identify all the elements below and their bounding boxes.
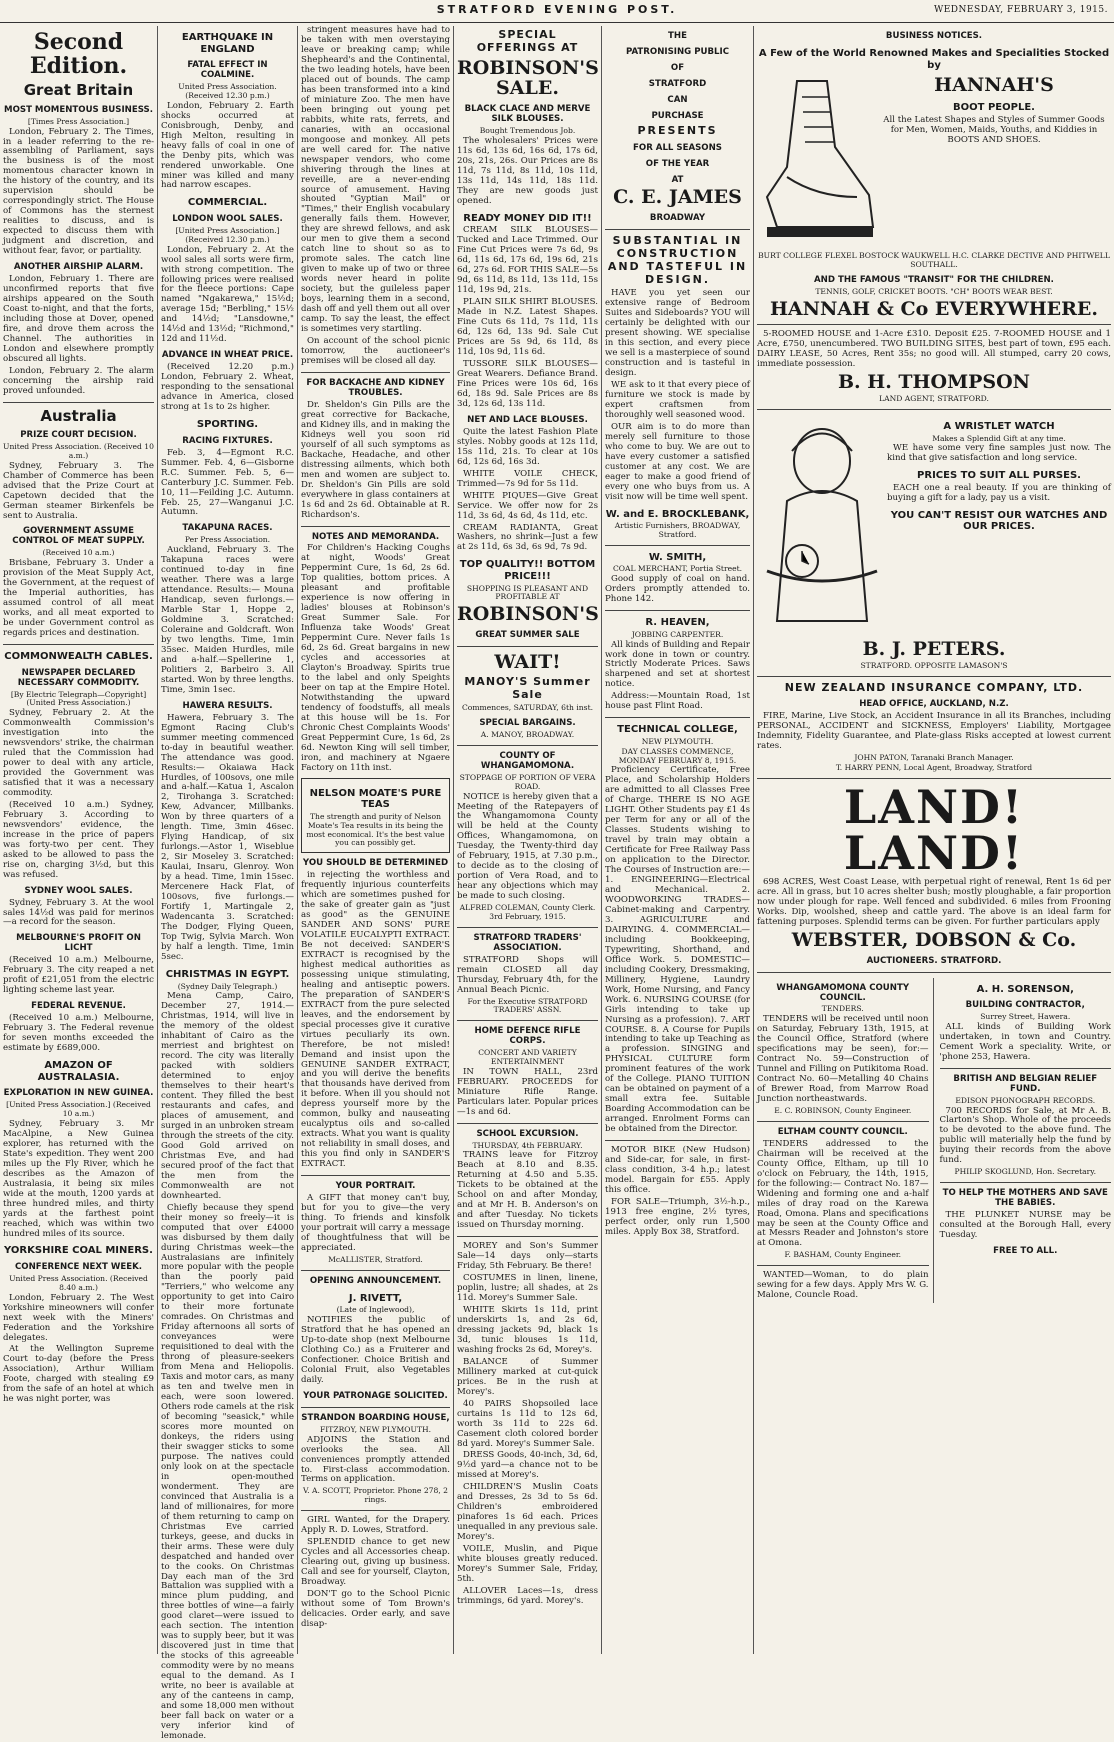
article-heading: PRIZE COURT DECISION. [20,430,137,441]
classified: DON'T go to the School Picnic without some of Tom Brown's delicacies. Order early, and save disap- [301,1588,450,1629]
notice-heading: FREE TO ALL. [993,1245,1058,1256]
ad-signature: JOHN PATON, Taranaki Branch Manager. [854,753,1014,763]
ad-heading: YOU SHOULD BE DETERMINED [302,858,449,869]
notice-signature: PHILIP SKOGLUND, Hon. Secretary. [954,1167,1096,1177]
byline: Per Press Association. [184,535,271,545]
ad-body: All kinds of Building and Repair work done in town or country. Strictly Moderate Prices. Saws sharpened and set at shortest notice. [605,639,750,690]
notice-heading: TO HELP THE MOTHERS AND SAVE THE BABIES. [942,1188,1108,1209]
notice-heading: SCHOOL EXCURSION. [476,1128,579,1139]
watch-ad [757,415,1111,637]
ad-body: All the Latest Shapes and Styles of Summer Goods for Men, Women, Maids, Youths, and Kiddies in BOOTS AND SHOES. [883,114,1105,145]
ad-body: NOTIFIES the public of Stratford that he has opened an Up-to-date shop (next Melbourne Clothing Co.) as a Fruiterer and Confectioner. Choice British and Colonial Fruit, also Vegetables daily. [301,1315,450,1385]
ad-heading: NET AND LACE BLOUSES. [467,414,588,425]
notice-sub: STOPPAGE OF PORTION OF VERA ROAD. [459,772,596,791]
notes-body: For Children's Hacking Coughs at night, Woods' Great Peppermint Cure, 1s 6d, 2s 6d. Top qualities, bottom prices. A pleasant and profitable experience is now offering in ladies' blouses at Robinson's Great Summer Sale. For Influenza take Woods' Great Peppermint Cure. Never fails 1s 6d, 2s 6d. Great bargains in new cycles and accessories at Clayton's Broadway. Spirits true to the label and only Speights beer on tap at the Empire Hotel. Notwithstanding the upward tendency of foodstuffs, all meals at this house will be 1s. For Chronic Chest Complaints Woods' Great Peppermint Cure, 1s 6d, 2s 6d. Newton King will sell timber, iron, and machinery at Ngaere Factory on 11th inst. [301,543,450,773]
ad-name: HANNAH & Co EVERYWHERE. [769,297,1099,320]
article-body: (Received 10 a.m.) Melbourne, February 3. The city reaped a net profit of £21,051 from the electric lighting scheme last year. [3,955,154,996]
article-heading: MELBOURNE'S PROFIT ON LICHT [16,933,141,954]
ad-name: ROBINSON'S [457,603,599,626]
ad-line: STRATFORD [648,78,707,89]
notice-heading: ELTHAM COUNTY COUNCIL. [777,1126,908,1137]
classified: SPLENDID chance to get new Cycles and all Accessories cheap. Clearing out, giving up business. Call and see for yourself, Clayton, Broadway. [301,1536,450,1587]
section-heading: NOTES AND MEMORANDA. [311,531,440,542]
ad-sub: Surrey Street, Hawera. [980,1012,1071,1022]
ad-sub: SHOPPING IS PLEASANT AND PROFITABLE AT [466,583,589,602]
article-body: Hawera, February 3. The Egmont Racing Club's summer meeting commenced to-day in beautiful weather. The attendance was good. Results:— Okaiawa Hack Hurdles, of 100sovs, one mile and a-half.—Katua 1, Ascalon 2, Tirohanga 3. Scratched: Kew, Advancer, Millbanks. Won by three quarters of a length. Time, 3min 46sec. Flying Handicap, of six furlongs.—Astor 1, Wiseblue 2, Sir Moseley 3. Scratched: Kaulai, Insaru, Glenroy. Won by a head. Time, 1min 15sec. Mercenere Hack Flat, of 100sovs, five furlongs.—Fortify 1, Martingale 2, Wadencanta 3. Scratched: The Dodger, Flying Queen, Top Twig, Sylvia March. Won by half a length. Time, 1min 5sec. [161,712,294,962]
ad-sub: FITZROY, NEW PLYMOUTH. [319,1424,431,1434]
divider [605,229,750,230]
notice-body: Proficiency Certificate, Free Place, and Scholarship Holders are admitted to all Classes Free of Charge. THERE IS NO AGE LIGHT. Other Students pay £1 4s per Term for any or all of the Classes. Students wishing to travel by train may obtain a Certificate for Free Railway Pass on application to the Director. The Courses of Instruction are:— 1. ENGINEERING—Electrical and Mechanical. 2. WOODWORKING TRADES—Cabinet-making and Carpentry. 3. AGRICULTURE and DAIRYING. 4. COMMERCIAL—including Bookkeeping, Typewriting, Shorthand, and Office Work. 5. DOMESTIC—including Cookery, Dressmaking, Millinery, Hygiene, Laundry Work, Home Nursing, and Fancy Work. 6. NURSING COURSE (for Girls intending to take up Nursing as a profession). 7. ART COURSE. 8. A Course for Pupils intending to take up Teaching as a profession. SINGING and PHYSICAL CULTURE form prominent features of the work of the College. PIANO TUITION can be obtained on payment of a small extra fee. Suitable Boarding Accommodation can be arranged. Enrolment Forms can be obtained from the Director. [605,765,750,1135]
article-heading: YORKSHIRE COAL MINERS. [4,1245,153,1257]
ad-name: B. J. PETERS. [862,637,1006,660]
land-heading: LAND! LAND! [843,779,1025,880]
issue-date: WEDNESDAY, FEBRUARY 3, 1915. [933,5,1108,15]
divider [605,1140,750,1141]
notice-heading: COUNTY OF WHANGAMOMONA. [480,751,575,771]
article-body: London, February 1. There are unconfirmed reports that five airships appeared on the South Coast to-night, and that the forts, including those at Dover, opened fire, and drove them across the Channel. The authorities in London and elsewhere promptly obscured all lights. [3,274,154,364]
ad-signature: V. A. SCOTT, Proprietor. Phone 278, 2 rings. [302,1486,448,1505]
article-body: Sydney, February 3. Mr MacAlpine, a New Guinea explorer, has returned with the State's expedition. They went 200 miles up the Fly River, which he describes as the Amazon of Australasia, it being six miles wide at the mouth, 1200 yards at three hundred miles, and thirty yards at the farthest point reached, which was within two hundred miles of its source. [3,1118,154,1239]
ad-line: YOU CAN'T RESIST OUR WATCHES AND OUR PRICES. [890,509,1108,533]
byline: United Press Association. (Received 8.40 a.m.) [9,1274,148,1292]
article-body: London, February 2. The alarm concerning the airship raid proved unfounded. [3,365,154,396]
ad-name: B. H. THOMPSON [837,371,1031,394]
ad-heading: FOR BACKACHE AND KIDNEY TROUBLES. [306,377,445,398]
byline: [United Press Association.] (Received 10 a.m.) [6,1100,151,1119]
ad-name: MANOY'S Summer Sale [464,674,591,701]
ad-line: FOR ALL SEASONS [633,142,722,153]
column-2 [158,26,297,1741]
divider [757,972,1111,973]
divider [605,545,750,546]
article-heading: CONFERENCE NEXT WEEK. [14,1262,143,1273]
divider [301,1175,450,1176]
article-heading: LONDON WOOL SALES. [172,214,283,225]
ad-name: W. SMITH, [648,551,707,563]
ad-body: FIRE, Marine, Live Stock, an Accident Insurance in all its Branches, including PERSONAL, ACCIDENT and SICKNESS, Employers' Liability, Mortgagee Indemnity, Fidelity Guarantee, and Plate-glass Risks accepted at lowest current rates. [757,711,1111,752]
section-commercial: COMMERCIAL. [187,197,268,209]
ad-line: PRESENTS [637,123,718,137]
classified: CHILDREN'S Muslin Coats and Dresses, 2s 3d to 5s 6d. Children's embroidered pinafores 1s 6d each. Prices unequalled in any previous sale. Morey's. [457,1482,598,1543]
ad-heading: TOP QUALITY!! BOTTOM PRICE!!! [459,559,596,583]
divider [3,644,154,645]
column-6 [754,26,1114,1654]
ad-heading: SPECIAL OFFERINGS AT [476,28,579,54]
divider [605,717,750,718]
ad-sub: COAL MERCHANT, Portia Street. [612,564,743,574]
notice-sub: THURSDAY, 4th FEBRUARY. [472,1140,583,1150]
article-heading: ADVANCE IN WHEAT PRICE. [161,350,294,361]
article-body: (Received 10 a.m.) Melbourne, February 3. The Federal revenue for seven months exceeded the estimate by £689,000. [3,1013,154,1054]
article-body: London, February 2. At the wool sales all sorts were firm, with strong competition. The following prices were realised for the fleece portions: Cape named "Ngakarewa," 15½d; average 15d; "Berbling," 15½ and 14½d; "Lansdowne," 14½d and 13½d; "Richmond," 12d and 11½d. [161,244,294,345]
notice-body: THE PLUNKET NURSE may be consulted at the Borough Hall, every Tuesday. [939,1210,1111,1240]
ad-body: HAVE you yet seen our extensive range of Bedroom Suites and Sideboards? YOU will certainly be delighted with our present showing. WE specialise in this section, and every piece we sell is a masterpiece of sound construction and is tasteful in design. [605,288,750,379]
divider [3,402,154,403]
divider [757,778,1111,779]
ad-body: Dr. Sheldon's Gin Pills are the great corrective for Backache, and Kidney ills, and in making the Kidneys well you soon rid yourself of all such symptoms as Backache, Headache, and other distressing ailments, which both men and women are subject to. Dr. Sheldon's Gin Pills are sold everywhere in glass containers at 1s 6d and 2s 6d. Obtainable at R. Richardson's. [301,399,450,520]
article-body: Sydney, February 2. At the Commonwealth Commission's investigation into the newsvendors' strike, the chairman ruled that the Commission had power to deal with any article, provided the Government was satisfied that it was a necessary commodity. [3,708,154,798]
notice-signature: ALFRED COLEMAN, County Clerk. 3rd February, 1915. [459,903,596,921]
ad-body: CREAM RADIANTA, Great Washers, no shrink—Just a few at 2s 11d, 6s 3d, 6s 9d, 7s 9d. [457,522,598,553]
divider [940,1068,1112,1069]
article-body: Chiefly because they spend their money so freely—it is computed that over £4000 was disbursed by them daily during Christmas week—the Australasians are infinitely more popular with the people than the poorly paid "Terriers," who welcome any opportunity to get into Cairo to their more fortunate comrades. On Christmas and Friday afternoons all sorts of conveyances were requisitioned to deal with the throng of pleasure-seekers from Mena and Heliopolis. Taxis and motor cars, as many as ten and twelve men in each, were soon lowered. Others rode camels at the risk of becoming "seasick," while scores more mounted on donkeys, the riders using their swagger sticks to some purpose. The natives could only look on at the spectacle in open-mouthed wonderment. They are convinced that Australia is a land of millionaires, for more of them returning to camp on Christmas Eve carried turkeys, geese, and ducks in their arms. These were duly despatched and handed over to the cooks. On Christmas Day each man of the 3rd Battalion was supplied with a mince plum pudding, and three bottles of wine—a fairly good claret—were issued to each section. The intention was to supply beer, but it was discovered just in time that the stocks of this agreeable commodity were by no means equal to the demand. As I write, no beer is available at any of the canteens in camp, and some 18,000 men without beer fall back on water or a very inferior kind of lemonade. [161,1202,294,1741]
column-1 [0,26,157,1654]
ad-heading: WAIT! [494,651,561,674]
ad-tail: TENNIS, GOLF, CRICKET BOOTS. "CH" BOOTS WEAR BEST. [815,286,1053,296]
notice-sub: CONCERT AND VARIETY ENTERTAINMENT [478,1048,577,1066]
article-heading: ANOTHER AIRSHIP ALARM. [13,262,144,273]
ad-body: Address:—Mountain Road, 1st house past Flint Road. [605,691,750,712]
ad-address: STRATFORD. OPPOSITE LAMASON'S [860,660,1008,670]
section-australia: Australia [40,406,117,425]
ad-name: ROBINSON'S SALE. [457,56,599,100]
byline: United Press Association. (Received 10 a.m.) [3,442,154,460]
notice-body: NOTICE is hereby given that a Meeting of the Ratepayers of the Whangamomona County will be held at the County Offices, Whangamomona, on Tuesday, the Twenty-third day of February, 1915, at 7.30 p.m., to decide as to the closing of portion of Vera Road, and to hear any objections which may be made to such closing. [457,791,598,902]
divider [457,646,598,647]
article-heading: CHRISTMAS IN EGYPT. [165,968,290,980]
ad-sub: HEAD OFFICE, AUCKLAND, N.Z. [859,699,1009,710]
classified: DRESS Goods, 40-inch, 3d, 6d, 9½d yard—a chance not to be missed at Morey's. [457,1450,598,1481]
ad-heading: READY MONEY DID IT!! [463,212,592,224]
divider [757,1121,929,1122]
classified: MOTOR BIKE (New Hudson) and Side-car, for sale, in first-class condition, 3-4 h.p.; latest model. Bargain for £55. Apply this office. [605,1145,750,1196]
newspaper-title: STRATFORD EVENING POST. [436,3,678,16]
article-body: London, February 2. Earth shocks occurred at Conisbrough, Denby, and High Melton, resulting in heavy falls of coal in one of the Denby pits, which was rendered unworkable. One miner was killed and many had narrow escapes. [161,100,294,191]
ad-line: OF [670,62,685,73]
ad-name: J. RIVETT, [348,1292,403,1304]
tea-brand: NELSON MOATE'S PURE TEAS [309,787,442,811]
notice-heading: TECHNICAL COLLEGE, [617,724,738,736]
divider [757,1265,929,1266]
article-body: London, February 2. The West Yorkshire mineowners will confer next week with the Miners' Federation and the Yorkshire delegates. [3,1292,154,1343]
notice-body: TENDERS will be received until noon on Saturday, February 13th, 1915, at the Council Office, Stratford (where specifications may be seen), for:— Contract No. 59—Construction of Tunnel and Filling on Putikitoma Road. Contract No. 60—Metalling 40 Chains of Brewer Road, from Marrow Road Junction northeastwards. [757,1014,929,1105]
divider [301,526,450,527]
notice-body: TRAINS leave for Fitzroy Beach at 8.10 and 8.35. Returning at 4.50 and 5.35. Tickets to be obtained at the School on and after Monday, and at Mr H. B. Anderson's on and after Tuesday. No tickets issued on Thursday morning. [457,1150,598,1231]
classified: WANTED—Woman, to do plain sewing for a few days. Apply Mrs W. G. Malone, Councle Road. [757,1270,929,1301]
article-body: London, February 2. The Times, in a leader referring to the re-assembling of Parliament, says the business is of the most momentous character known in the history of the country, and its supervision should be correspondingly strict. The House of Commons has the sternest realities to discuss, and is expected to discuss them with judgment and discretion, and without fear, favor, or partiality. [3,126,154,257]
ad-body: 698 ACRES, West Coast Lease, with perpetual right of renewal, Rent 1s 6d per acre. All in grass, but 10 acres shelter bush; mostly ploughable, a fair proportion now under plough for rape. Well fenced and subdivided. 6 miles from Frooning Works. Dip, woolshed, sheep and cattle yard. The above is an ideal farm for fattening purposes. Splendid terms can be given. For further particulars apply [757,876,1111,927]
tea-text: The strength and purity of Nelson Moate's Tea results in its being the most economical. It's the best value you can possibly get. [306,811,445,848]
notice-heading: HOME DEFENCE RIFLE CORPS. [474,1026,581,1047]
ad-name: WEBSTER, DOBSON & Co. [791,928,1077,951]
ad-body: TUSSORE SILK BLOUSES—Great Wearers. Defiance Brand. Fine Prices were 10s 6d, 16s 6d, 18s 9d. Sale Prices are 8s 3d, 12s 6d, 13s 11d. [457,358,598,409]
section-sporting: SPORTING. [196,419,259,431]
divider [757,676,1111,677]
ad-body: EACH one a real beauty. If you are thinking of buying a gift for a lady, pay us a visit. [887,482,1111,503]
ad-line: CAN [667,94,688,105]
boot-illustration [757,77,877,247]
article-heading: COMMONWEALTH CABLES. [4,650,153,662]
article-body: Brisbane, February 3. Under a provision of the Meat Supply Act, the Government, at the request of the Imperial authorities, has assumed control of all meat works, and all meat exported to be under Government control as regards prices and destination. [3,558,154,638]
ad-line: BROADWAY [649,213,706,224]
ad-line: A Few of the World Renowned Makes and Specialities Stocked by [758,47,1110,71]
ad-body: ADJOINS the Station and overlooks the sea. All conveniences promptly attended to. First-class accommodation. Terms on application. [301,1434,450,1485]
notice-sub: DAY CLASSES COMMENCE, MONDAY FEBRUARY 8, 1915. [618,746,737,765]
masthead [0,0,1114,23]
notice-signature: For the Executive STRATFORD TRADERS' ASSN. [467,996,588,1015]
ad-sub: Bought Tremendous Job. [479,126,576,136]
ad-sub: Makes a Splendid Gift at any time. [932,433,1066,443]
ad-line: AT [671,174,684,185]
ad-body: CREAM SILK BLOUSES—Tucked and Lace Trimmed. Our Fine Cut Prices were 7s 6d, 9s 6d, 11s 6d, 17s 6d, 19s 6d, 21s 6d, 27s 6d. FOR THIS SALE—5s 9d, 6s 11d, 8s 11d, 13s 11d, 15s 11d, 19s 9d, 21s. [457,225,598,296]
ad-body: ALL kinds of Building Work undertaken, in town and Country. Cement Work a speciality. Write, or 'phone 253, Hawera. [939,1021,1111,1062]
lady-with-watch-illustration [757,421,887,631]
classified: FOR SALE—Triumph, 3½-h.p., 1913 free engine, 2½ tyres, perfect order, only run 1,500 miles. Apply Box 38, Stratford. [605,1197,750,1237]
ad-name: A. H. SORENSON, [976,983,1074,995]
article-body: Sydney, February 3. At the wool sales 14½d was paid for merinos—a record for the season. [3,897,154,928]
classified: VOILE, Muslin, and Pique white blouses greatly reduced. Morey's Summer Sale, Friday, 5th. [457,1544,598,1585]
ad-heading: OPENING ANNOUNCEMENT. [309,1275,442,1286]
ad-line: PURCHASE [651,110,704,121]
ad-body: A GIFT that money can't buy, but for you to give—the very thing. To friends and kinsfolk your portrait will carry a message of thoughtfulness that will be appreciated. [301,1193,450,1253]
divider [457,927,598,928]
notices-column [940,978,1112,1304]
divider [457,1020,598,1021]
ad-heading: SUBSTANTIAL IN CONSTRUCTION AND TASTEFUL IN DESIGN. [607,234,748,286]
ad-body: OUR aim is to do more than merely sell furniture to those who come to buy. We are out to have every customer a satisfied customer at any cost. We are eager to make a good friend of every one who buys from us. A visit now will be time well spent. [605,421,750,502]
ad-line: OF THE YEAR [645,158,710,169]
notice-heading: WHANGAMOMONA COUNTY COUNCIL. [776,982,910,1003]
notice-sub: TENDERS. [821,1004,864,1014]
ad-body: 5-ROOMED HOUSE and 1-Acre £310. Deposit £25. 7-ROOMED HOUSE and 1 Acre, £750, unencumbered. TWO BUILDING SITES, best part of town, £95 each. DAIRY LEASE, 50 Acres, Rent 35s; no good will. All stumped, carry 20 cows, immediate possession. [757,329,1111,370]
ad-body: WHITE VOILE CHECK, Trimmed—7s 9d for 5s 11d. [457,468,598,489]
article-body: At the Wellington Supreme Court to-day (before the Press Association), Arthur William Foote, charged with stealing £9 from the safe of an hotel at which he was night porter, was [3,1344,154,1405]
hannah-ad [757,73,1111,251]
classified: MOREY and Son's Summer Sale—14 days only—starts Friday, 5th February. Be there! [457,1241,598,1272]
divider [301,1407,450,1408]
classified: BALANCE of Summer Millinery marked at cut-quick prices. Be in the rush at Morey's. [457,1356,598,1397]
article-heading: GOVERNMENT ASSUME CONTROL OF MEAT SUPPLY. [12,526,145,547]
classified: GIRL Wanted, for the Drapery. Apply R. D. Lowes, Stratford. [301,1515,450,1536]
notice-sub: NEW PLYMOUTH. [641,736,714,746]
notice-signature: E. C. ROBINSON, County Engineer. [774,1106,912,1115]
ad-body: Good supply of coal on hand. Orders promptly attended to. Phone 142. [605,574,750,605]
notice-signature: F. BASHAM, County Engineer. [784,1250,902,1260]
article-heading: RACING FIXTURES. [182,435,273,446]
section-great-britain: Great Britain [23,81,134,100]
byline: (Sydney Daily Telegraph.) [177,981,278,991]
divider [457,1123,598,1124]
ad-line: THE [668,31,687,41]
ad-body: Quite the latest Fashion Plate styles. Nobby goods at 12s 11d, 15s 11d, 21s. To clear at 10s 6d, 12s 6d, 16s 3d. [457,426,598,467]
divider [457,1236,598,1237]
ad-sub: AUCTIONEERS. STRATFORD. [866,955,1002,966]
ad-sub: BUILDING CONTRACTOR, [965,1000,1085,1011]
article-body: (Received 10 a.m.) Sydney, February 3. According to newsvendors' evidence, the increase in the price of papers was forty-two per cent. They asked to be allowed to pass the rise on, charging 3½d, but this was refused. [3,799,154,880]
ad-sub: SPECIAL BARGAINS. [479,718,576,729]
ad-body: in rejecting the worthless and frequently injurious counterfeits which are sometimes pushed for the sake of greater gain as "just as good" as the GENUINE SANDER AND SONS' PURE VOLATILE EUCALYPTI EXTRACT. Be not deceived: SANDER'S EXTRACT is recognised by the highest medical authorities as possessing unique stimulating, healing and antiseptic powers. The preparation of SANDER'S EXTRACT from the pure selected leaves, and the endorsement by special processes give it curative virtues peculiarly its own. Therefore, be not misled! Demand and insist upon the GENUINE SANDER EXTRACT, and you will derive the benefits that thousands have derived from it before. When ill you should not depress yourself more by the common, bulky and nauseating eucalyptus oils and so-called extracts. What you want is quality not reliability in small doses, and this you find only in SANDER'S EXTRACT. [301,870,450,1170]
classified: 40 PAIRS Shopsoiled lace curtains 1s 11d to 12s 6d, worth 3s 11d to 22s 6d. Casement cloth colored border 8d yard. Morey's Summer Sale. [457,1398,598,1449]
divider [301,1510,450,1511]
article-heading: FATAL EFFECT IN COALMINE. [187,60,268,81]
bottom-split [757,978,1111,1304]
ad-body: The wholesalers' Prices were 11s 6d, 13s 6d, 16s 6d, 17s 6d, 20s, 21s, 26s. Our Prices are 8s 11d, 7s 11d, 8s 11d, 10s 11d, 13s 11d, 14s 11d, 18s 11d. They are new goods just opened. [457,136,598,206]
article-body: stringent measures have had to be taken with men overstaying leave or breaking camp; while Shepheard's and the Continental, the two leading hotels, have been placed out of bounds. The camp has been transformed into a kind of miniature Zoo. The men have been bringing out young pet rabbits, white rats, ferrets, and canaries, with an occasional mongoose and monkey. All pets are well cared for. The native newspaper vendors, who come shivering through the lines at reveille, are a never-ending source of amusement. Having shouted "Gyptian Mail" or "Times," their English vocabulary generally fails them. However, they are shrewd fellows, and ask our men to give them a second catch line to shout so as to promote sales. The catch line given to make up of two or three words never heard in polite society, but the guileless paper boys, learning them in a second, dash off and yell them out all over camp. To say the least, the effect is sometimes very startling. [301,25,450,335]
notice-body: STRATFORD Shops will remain CLOSED all day Thursday, February 4th, for the Annual Beach Picnic. [457,954,598,995]
byline: [Times Press Association.] [27,116,130,126]
column-3 [298,26,453,1654]
article-body: Mena Camp, Cairo, December 27, 1914.—Christmas, 1914, will live in the memory of the oldest inhabitant of Cairo as the merriest and brightest on record. The city was literally packed with soldiers determined to enjoy themselves to their heart's content. They filled the best restaurants and cafes, and places of amusement, and surged in an unbroken stream through the streets of the city. Good Gold arrived on Christmas Eve, and had secured proof of the fact that the men from the Commonwealth are not downhearted. [161,991,294,1201]
ad-signature: McALLISTER, Stratford. [328,1254,423,1264]
ad-sub: (Late of Inglewood), [336,1305,415,1315]
divider [301,372,450,373]
divider [757,409,1111,410]
divider [940,1182,1112,1183]
notice-body: IN TOWN HALL, 23rd FEBRUARY. PROCEEDS for Miniature Rifle Range. Particulars later. Popular prices—1s and 6d. [457,1066,598,1117]
article-heading: HAWERA RESULTS. [182,700,273,711]
ad-sub: BOOT PEOPLE. [953,102,1035,114]
article-body: (Received 12.20 p.m.) London, February 2. Wheat, responding to the sensational advance in America, closed strong at 1s to 2s higher. [161,362,294,413]
article-heading: EARTHQUAKE IN ENGLAND [181,32,274,55]
tea-ad [301,778,450,853]
ad-heading: STRANDON BOARDING HOUSE, [301,1412,450,1423]
classified: WHITE Skirts 1s 11d, print underskirts 1s, and 2s 6d, dressing jackets 9d, black 1s 3d, tunic blouses 1s 11d, washing frocks 2s 6d, Morey's. [457,1304,598,1355]
ad-body: PLAIN SILK SHIRT BLOUSES. Made in N.Z. Latest Shapes. Fine Cuts 6s 11d, 7s 11d, 11s 6d, 12s 6d, 13s 9d. Sale Cut Prices are 5s 9d, 6s 11d, 8s 11d, 10s 9d, 11s 6d. [457,297,598,358]
article-heading: EXPLORATION IN NEW GUINEA. [3,1088,154,1099]
byline: [By Electric Telegraph—Copyright] (United Press Association.) [10,689,147,708]
ad-makes: BURT COLLEGE FLEXEL BOSTOCK WAUKWELL H.C. CLARKE DECTIVE AND PHITWELL SOUTHALL. [758,251,1110,269]
divider [605,610,750,611]
ad-body: WE have some very fine samples just now. The kind that give satisfaction and long service. [887,443,1111,464]
article-heading: TAKAPUNA RACES. [182,523,273,534]
column-4 [454,26,601,1654]
classified: COSTUMES in linen, linene, poplin, lustre; all shades, at 2s 11d. Morey's Summer Sale. [457,1273,598,1303]
ad-body: WHITE PIQUES—Give Great Service. We offer now for 2s 11d, 3s 6d, 4s 6d, 4s 11d, etc. [457,490,598,521]
classified: ALLOVER Laces—1s, dress trimmings, 6d yard. Morey's. [457,1586,598,1607]
column-5 [602,26,753,1654]
ad-body: WE ask to it that every piece of furniture we stock is made by expert craftsmen from thoroughly well seasoned wood. [605,380,750,420]
article-heading: MOST MOMENTOUS BUSINESS. [4,104,153,115]
ad-name: HANNAH'S [934,74,1054,97]
article-body: Sydney, February 3. The Chamber of Commerce has been advised that the Prize Court at Capetown decided that the German steamer Birkenfels be sent to Australia. [3,460,154,521]
section-heading: BUSINESS NOTICES. [885,31,983,41]
article-body: Feb. 3, 4—Egmont R.C. Summer. Feb. 4, 6—Gisborne R.C. Summer. Feb. 5, 6—Canterbury J.C. Summer. Feb. 10, 11—Feilding J.C. Autumn. Feb. 25, 27—Wanganui J.C. Autumn. [161,447,294,518]
ad-name: R. HEAVEN, [645,617,710,629]
ad-signature: T. HARRY PENN, Local Agent, Broadway, Stratford [835,763,1033,773]
ad-name: W. and E. BROCKLEBANK, [605,508,750,520]
divider [457,745,598,746]
notice-body: TENDERS addressed to the Chairman will be received at the County Office, Eltham, up till 10 o'clock on February, the 14th, 1915, for the following:— Contract No. 187—Widening and forming one and a-half miles of dray road on the Karewa Road, Omona. Plans and specifications may be seen at the County Office and at Messrs Reader and Johnston's store at Omona. [757,1138,929,1249]
article-body: On account of the school picnic tomorrow, the auctioneer's premises will be closed all day. [301,336,450,366]
ad-sub: BLACK CLACE AND MERVE SILK BLOUSES. [464,104,591,125]
ad-heading: YOUR PORTRAIT. [335,1181,416,1192]
article-heading: SYDNEY WOOL SALES. [24,885,133,896]
notice-body: 700 RECORDS for Sale, at Mr A. B. Clarton's Shop. Whole of the proceeds to be devoted to the above fund. The public will materially help the fund by buying their records from the above fund. [939,1105,1111,1166]
divider [301,1270,450,1271]
ad-line: PRICES TO SUIT ALL PURSES. [917,470,1081,482]
ad-sub: GREAT SUMMER SALE [475,630,580,641]
ad-sub: LAND AGENT, STRATFORD. [879,394,989,404]
ad-name: NEW ZEALAND INSURANCE COMPANY, LTD. [784,680,1084,694]
ad-heading: A WRISTLET WATCH [943,420,1055,432]
ad-sub: JOBBING CARPENTER. [631,629,724,639]
ad-sub: Artistic Furnishers, BROADWAY, Stratford. [614,521,741,540]
article-heading: NEWSPAPER DECLARED NECESSARY COMMODITY. [17,667,140,688]
article-heading: FEDERAL REVENUE. [31,1001,126,1012]
ad-line: PATRONISING PUBLIC [625,46,730,57]
notice-heading: STRATFORD TRADERS' ASSOCIATION. [473,932,582,953]
article-body: Auckland, February 3. The Takapuna races were continued to-day in fine weather. There was a large attendance. Results:— Mouna Handicap, seven furlongs.—Marble Star 1, Hoppe 2, Goldmine 3. Scratched: Coleraine and Goldcraft. Won by two lengths. Time, 1min 35sec. Maiden Hurdles, mile and a-half.—Spellerine 1, Politiers 2, Barbeiro 3. All started. Won by three lengths. Time, 3min 1sec. [161,545,294,695]
ad-tail: YOUR PATRONAGE SOLICITED. [303,1390,448,1401]
byline: United Press Association. (Received 12.30 p.m.) [178,82,277,100]
divider [757,324,1111,325]
edition-heading: Second Edition. [29,29,128,80]
ad-tail: AND THE FAMOUS "TRANSIT" FOR THE CHILDREN. [814,274,1054,285]
ad-body: Commences, SATURDAY, 6th inst. [461,703,594,713]
ad-signature: A. MANOY, BROADWAY. [480,730,575,740]
notice-heading: BRITISH AND BELGIAN RELIEF FUND. [953,1073,1098,1094]
notice-sub: EDISON PHONOGRAPH RECORDS. [955,1095,1096,1105]
byline: [United Press Association.] (Received 12.30 p.m.) [175,226,280,244]
byline: (Received 10 a.m.) [42,548,115,558]
tenders-column [757,978,934,1304]
ad-name: C. E. JAMES [613,186,742,209]
article-heading: AMAZON OF AUSTRALASIA. [37,1060,120,1083]
